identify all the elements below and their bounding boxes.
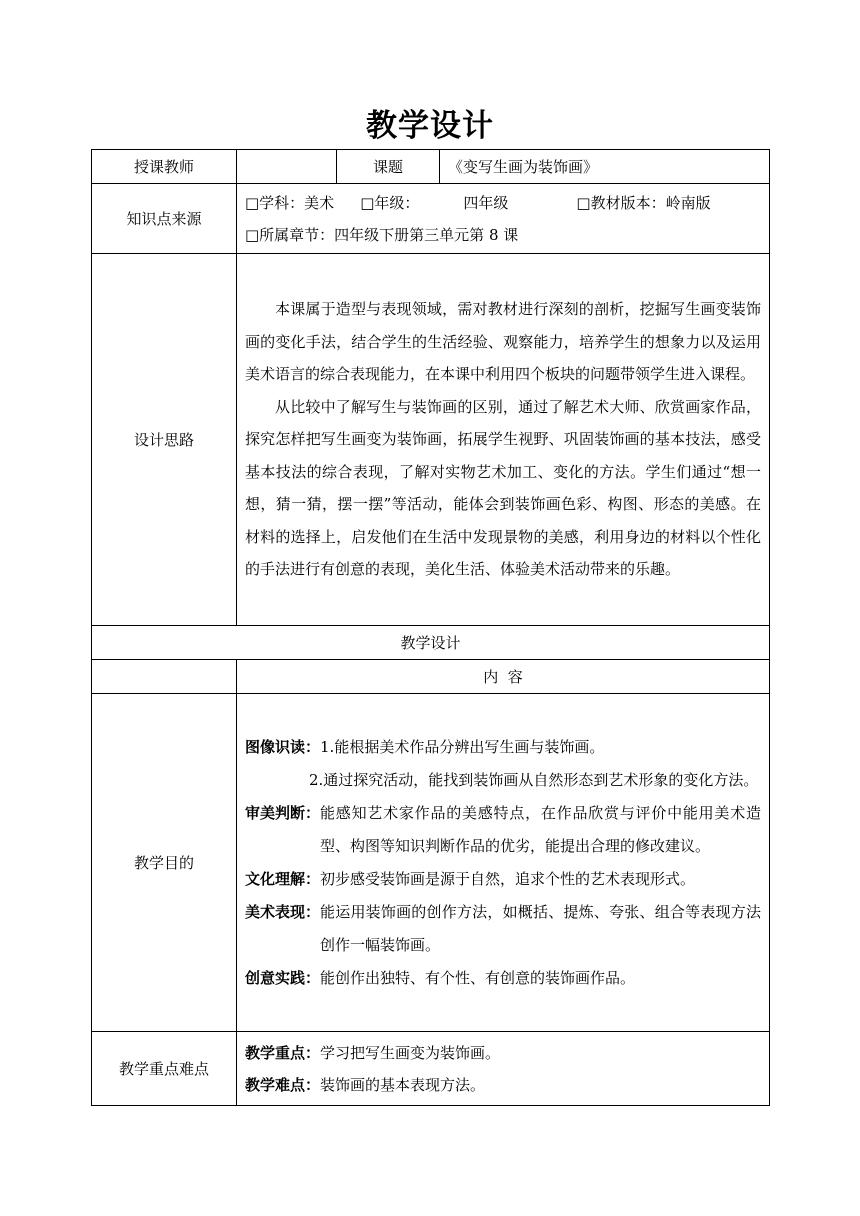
goal-key: 审美判断： (245, 803, 321, 822)
goal-key: 创意实践： (245, 968, 321, 987)
key-points-label: 教学重点难点 (92, 1032, 237, 1106)
goal-item (245, 863, 761, 896)
teacher-value (237, 150, 337, 184)
goal-value: 能运用装饰画的创作方法，如概括、提炼、夸张、组合等表现方法创作一幅装饰画。 (320, 902, 761, 954)
design-idea-content (237, 254, 770, 626)
goals-row (92, 694, 770, 1032)
goal-item (245, 962, 761, 995)
topic-label: 课题 (337, 150, 440, 184)
goal-key: 美术表现： (245, 902, 321, 921)
grade-value: 四年级 (463, 193, 509, 212)
design-idea-row (92, 254, 770, 626)
subject-field: □学科：美术 (245, 193, 335, 212)
document-title: 教学设计 (366, 108, 494, 144)
goal-item (245, 731, 761, 764)
focus-key: 教学重点： (245, 1043, 321, 1062)
goal-value: 1.能根据美术作品分辨出写生画与装饰画。 (320, 737, 605, 756)
goal-key: 文化理解： (245, 869, 321, 888)
key-points-content (237, 1032, 770, 1106)
content-header-row (92, 660, 770, 694)
teacher-row (92, 150, 770, 184)
key-points-row (92, 1032, 770, 1106)
goals-label: 教学目的 (92, 694, 237, 1032)
topic-value: 《变写生画为装饰画》 (440, 150, 770, 184)
lesson-plan-table (91, 149, 770, 1106)
focus-value: 学习把写生画变为装饰画。 (320, 1043, 501, 1062)
goal-item: 2.通过探究活动，能找到装饰画从自然形态到艺术形象的变化方法。 (309, 770, 759, 789)
chapter-field: □所属章节：四年级下册第三单元第 8 课 (245, 225, 519, 244)
design-idea-label: 设计思路 (92, 254, 237, 626)
goal-key: 图像识读： (245, 737, 321, 756)
grade-label: □年级： (360, 193, 420, 212)
goals-content (237, 694, 770, 1032)
content-header-blank (92, 660, 237, 694)
design-idea-paragraph-2: 从比较中了解写生与装饰画的区别，通过了解艺术大师、欣赏画家作品，探究怎样把写生画变为装饰画，拓展学生视野、巩固装饰画的基本技法，感受基本技法的综合表现，了解对实物艺术加工、变化的方法。学生们通过“想一想，猜一猜，摆一摆”等活动，能体会到装饰画色彩、构图、形态的美感。在材料的选择上，启发他们在生活中发现景物的美感，利用身边的材料以个性化的手法进行有创意的表现，美化生活、体验美术活动带来的乐趣。 (245, 397, 761, 579)
source-content (237, 184, 770, 254)
section-header-row (92, 626, 770, 660)
source-line-1 (245, 187, 761, 219)
source-row (92, 184, 770, 254)
difficulty-line (245, 1069, 761, 1101)
textbook-field: □教材版本：岭南版 (576, 193, 711, 212)
goal-value: 能创作出独特、有个性、有创意的装饰画作品。 (320, 968, 636, 987)
design-idea-paragraph-1: 本课属于造型与表现领域，需对教材进行深刻的剖析，挖掘写生画变装饰画的变化手法，结合学生的生活经验、观察能力，培养学生的想象力以及运用美术语言的综合表现能力，在本课中利用四个板块的问题带领学生进入课程。 (245, 300, 761, 384)
goal-value: 能感知艺术家作品的美感特点，在作品欣赏与评价中能用美术造型、构图等知识判断作品的优劣，能提出合理的修改建议。 (320, 803, 761, 855)
focus-line (245, 1037, 761, 1069)
goal-item (245, 797, 761, 863)
difficulty-key: 教学难点： (245, 1075, 321, 1094)
teacher-label: 授课教师 (92, 150, 237, 184)
goal-item (245, 896, 761, 962)
goal-value: 初步感受装饰画是源于自然，追求个性的艺术表现形式。 (320, 869, 696, 888)
difficulty-value: 装饰画的基本表现方法。 (320, 1075, 486, 1094)
section-header: 教学设计 (92, 626, 770, 660)
content-header: 内 容 (237, 660, 770, 694)
source-label: 知识点来源 (92, 184, 237, 254)
